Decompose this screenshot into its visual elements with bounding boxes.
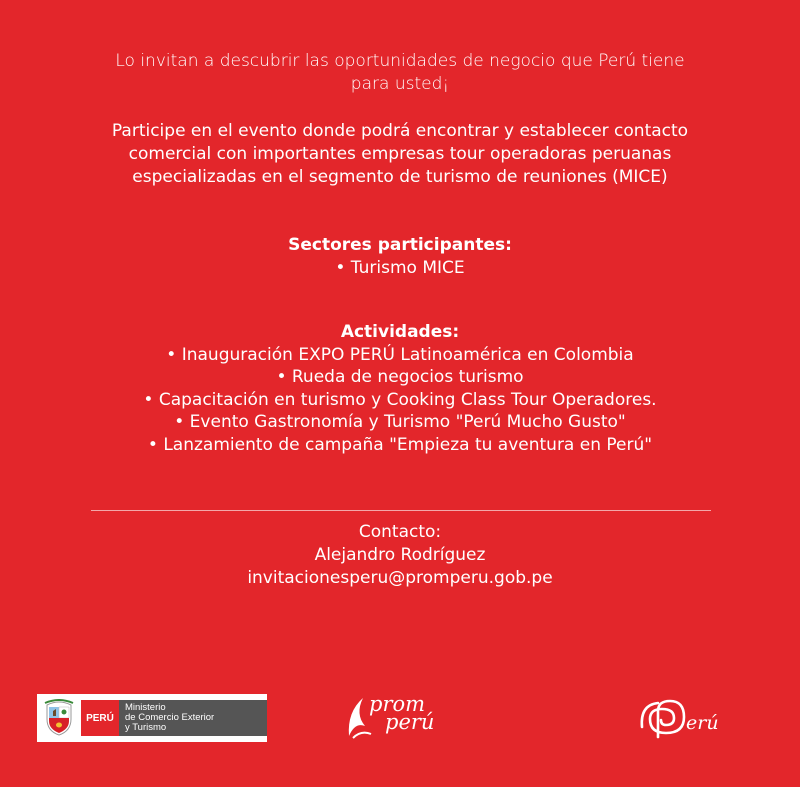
- event-line: Participe en el evento donde podrá encontrar y establecer contacto: [111, 121, 689, 141]
- event-line: comercial con importantes empresas tour operadoras peruanas: [128, 144, 672, 164]
- activity-item: • Capacitación en turismo y Cooking Class Tour Operadores.: [143, 389, 657, 410]
- promperu-logo: [343, 692, 453, 742]
- section-divider: [91, 510, 711, 511]
- activities-title: Actividades:: [340, 322, 460, 342]
- marca-peru-logo: [636, 697, 746, 747]
- contact-section: [60, 521, 740, 590]
- intro-paragraph: [60, 50, 740, 96]
- mincetur-ministry-text: [119, 700, 267, 736]
- sector-item: • Turismo MICE: [335, 258, 465, 278]
- intro-line: para usted¡: [350, 74, 450, 94]
- ministry-line: y Turismo: [125, 722, 167, 733]
- sectors-section: [60, 234, 740, 280]
- contact-email[interactable]: invitacionesperu@promperu.gob.pe: [247, 568, 553, 588]
- activity-item: • Evento Gastronomía y Turismo "Perú Mucho Gusto": [174, 412, 626, 432]
- sectors-title: Sectores participantes:: [288, 235, 512, 255]
- contact-label: Contacto:: [358, 522, 442, 542]
- marca-peru-text: erú: [686, 712, 719, 734]
- promperu-peru-text: perú: [385, 710, 435, 734]
- coat-of-arms-icon: [37, 694, 81, 742]
- contact-name: Alejandro Rodríguez: [314, 545, 486, 565]
- activities-section: [40, 321, 760, 456]
- activity-item: • Rueda de negocios turismo: [276, 367, 524, 387]
- mincetur-peru-label: PERÚ: [81, 700, 119, 736]
- ministry-line: Ministerio: [125, 702, 166, 713]
- marca-peru-spiral-icon: [642, 701, 684, 737]
- ministry-line: de Comercio Exterior: [125, 712, 215, 723]
- activity-item: • Inauguración EXPO PERÚ Latinoamérica en Colombia: [166, 344, 634, 365]
- mincetur-logo: [37, 694, 267, 742]
- event-paragraph: [60, 120, 740, 189]
- activity-item: • Lanzamiento de campaña "Empieza tu aventura en Perú": [147, 434, 653, 455]
- promperu-prom-text: prom: [369, 692, 426, 716]
- event-line: especializadas en el segmento de turismo de reuniones (MICE): [132, 167, 668, 187]
- intro-line: Lo invitan a descubrir las oportunidades de negocio que Perú tiene: [115, 51, 685, 71]
